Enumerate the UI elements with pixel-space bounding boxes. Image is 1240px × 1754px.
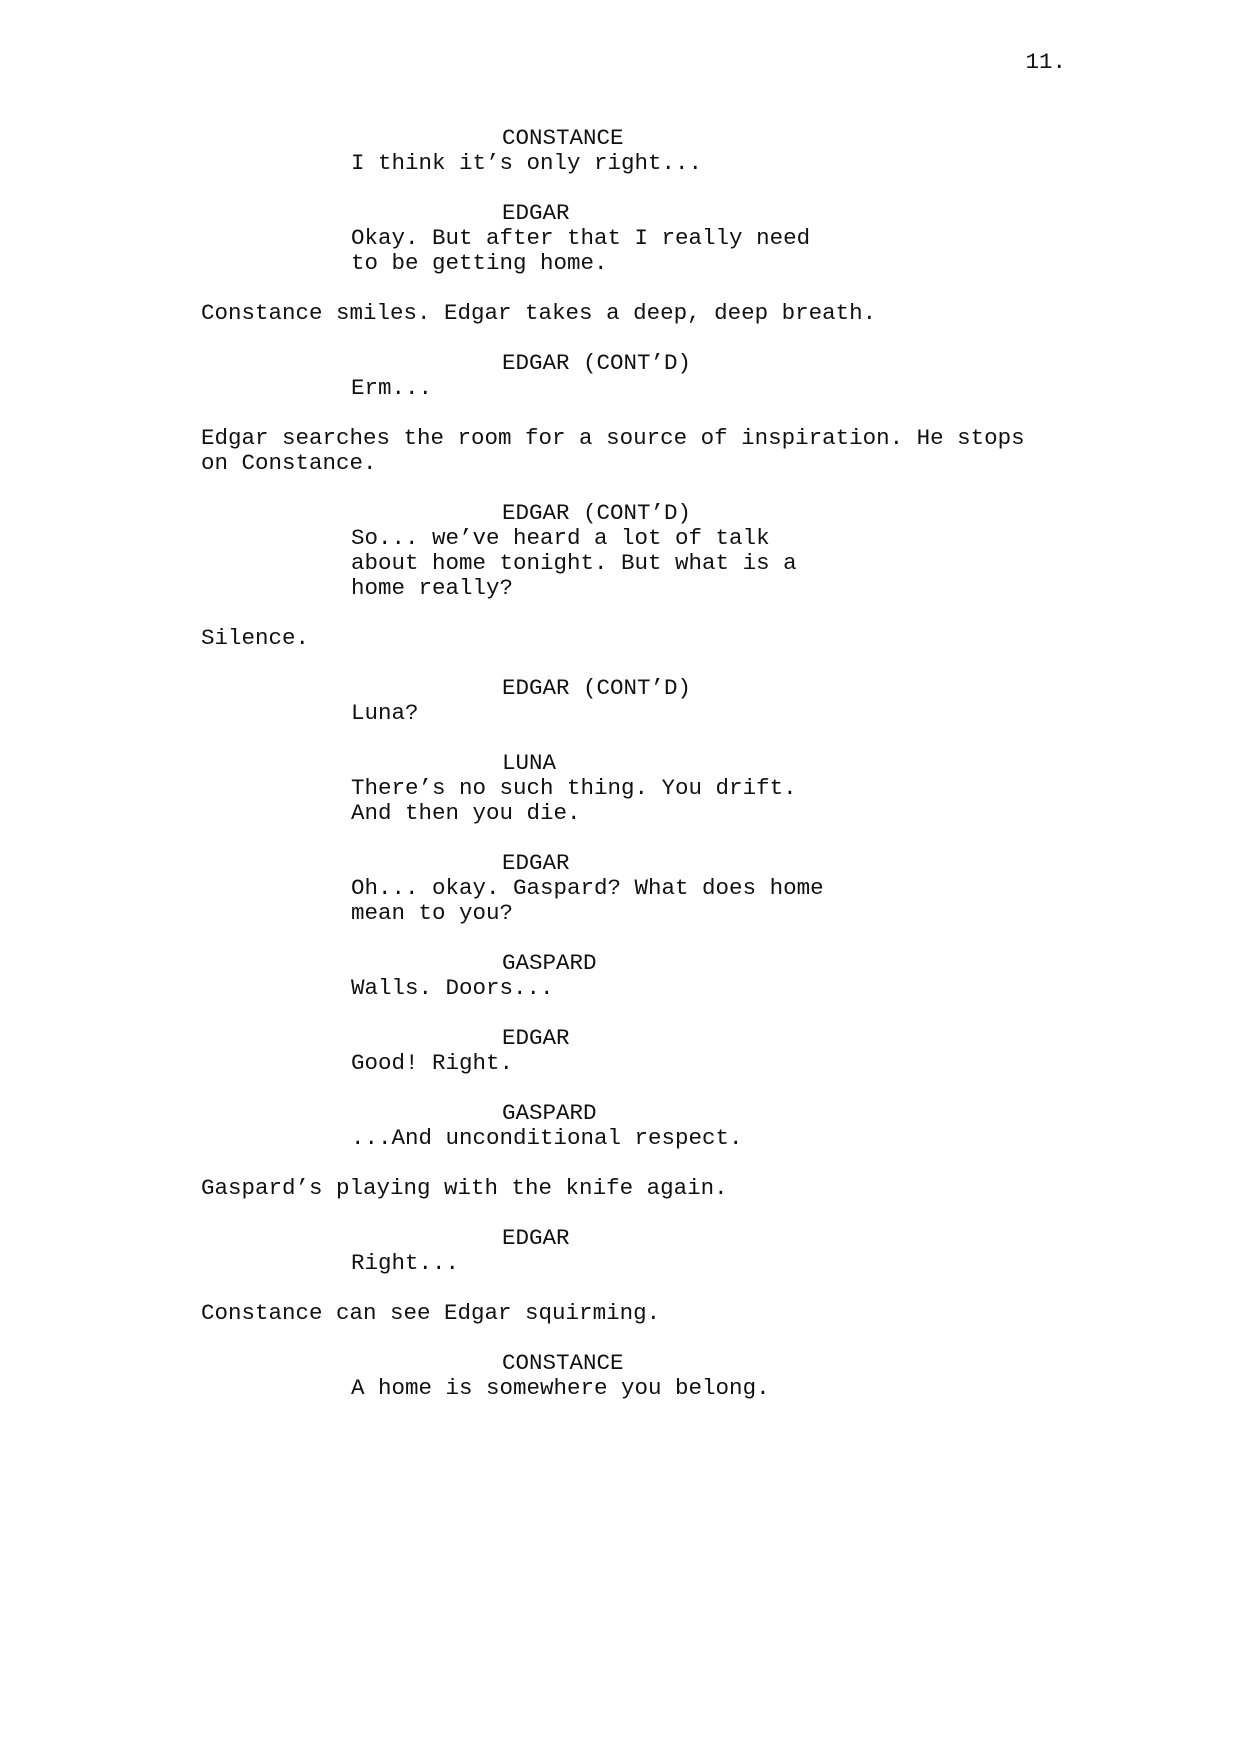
page-number: 11. (1025, 49, 1066, 75)
action-line: Silence. (201, 625, 310, 651)
line-spacer (0, 276, 1240, 301)
line-spacer (0, 401, 1240, 426)
character-cue: EDGAR (CONT’D) (502, 500, 692, 526)
character-cue: CONSTANCE (502, 125, 624, 151)
action-line: Gaspard’s playing with the knife again. (201, 1175, 728, 1201)
character-cue: EDGAR (CONT’D) (502, 350, 692, 376)
line-spacer (0, 926, 1240, 951)
character-cue: EDGAR (502, 200, 570, 226)
line-spacer (0, 651, 1240, 676)
dialogue-block: Oh... okay. Gaspard? What does home mean to you? (351, 875, 824, 926)
line-spacer (0, 601, 1240, 626)
line-spacer (0, 1001, 1240, 1026)
dialogue-block: Good! Right. (351, 1050, 514, 1076)
line-spacer (0, 726, 1240, 751)
dialogue-block: Walls. Doors... (351, 975, 554, 1001)
line-spacer (0, 1276, 1240, 1301)
line-spacer (0, 476, 1240, 501)
script-body (0, 126, 1240, 1401)
action-line: Constance can see Edgar squirming. (201, 1300, 661, 1326)
character-cue: EDGAR (502, 850, 570, 876)
character-cue: EDGAR (502, 1025, 570, 1051)
dialogue-block: Okay. But after that I really need to be getting home. (351, 225, 811, 276)
action-line: Edgar searches the room for a source of inspiration. He stops on Constance. (201, 425, 1025, 476)
line-spacer (0, 1326, 1240, 1351)
character-cue: GASPARD (502, 1100, 597, 1126)
dialogue-block: Luna? (351, 700, 419, 726)
dialogue-block: There’s no such thing. You drift. And then you die. (351, 775, 797, 826)
dialogue-block: Right... (351, 1250, 460, 1276)
action-line: Constance smiles. Edgar takes a deep, deep breath. (201, 300, 877, 326)
dialogue-block: Erm... (351, 375, 433, 401)
dialogue-block: ...And unconditional respect. (351, 1125, 743, 1151)
character-cue: EDGAR (CONT’D) (502, 675, 692, 701)
line-spacer (0, 1076, 1240, 1101)
character-cue: CONSTANCE (502, 1350, 624, 1376)
line-spacer (0, 176, 1240, 201)
dialogue-block: I think it’s only right... (351, 150, 703, 176)
line-spacer (0, 826, 1240, 851)
dialogue-block: So... we’ve heard a lot of talk about home tonight. But what is a home really? (351, 525, 797, 601)
line-spacer (0, 1201, 1240, 1226)
character-cue: LUNA (502, 750, 557, 776)
dialogue-block: A home is somewhere you belong. (351, 1375, 770, 1401)
character-cue: EDGAR (502, 1225, 570, 1251)
character-cue: GASPARD (502, 950, 597, 976)
line-spacer (0, 326, 1240, 351)
line-spacer (0, 1151, 1240, 1176)
